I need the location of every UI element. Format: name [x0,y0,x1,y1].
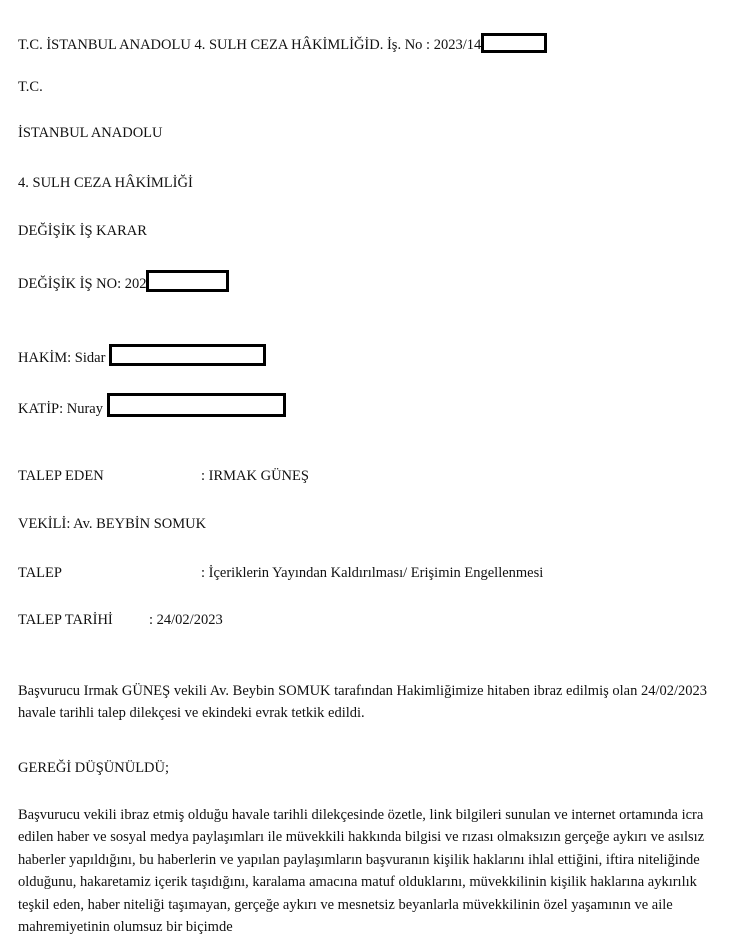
redaction-box [146,270,229,292]
clerk-line [18,393,286,418]
judge-label: HAKİM: Sidar [18,350,106,366]
applicant-value: : IRMAK GÜNEŞ [201,468,309,484]
subject-label: TALEP [18,565,62,581]
redaction-box [481,33,547,53]
decision-number-line [18,270,229,293]
court-line-3: 4. SULH CEZA HÂKİMLİĞİ [18,175,193,191]
clerk-label: KATİP: Nuray [18,401,103,417]
redaction-box [109,344,266,366]
court-line-2: İSTANBUL ANADOLU [18,125,163,141]
judge-line [18,344,266,367]
header-line [18,33,547,54]
considered-heading: GEREĞİ DÜŞÜNÜLDÜ; [18,760,170,776]
counsel-line: VEKİLİ: Av. BEYBİN SOMUK [18,516,207,532]
subject-value: : İçeriklerin Yayından Kaldırılması/ Erişimin Engellenmesi [201,565,544,581]
applicant-label: TALEP EDEN [18,468,104,484]
request-date-label: TALEP TARİHİ [18,612,113,628]
intro-paragraph: Başvurucu Irmak GÜNEŞ vekili Av. Beybin SOMUK tarafından Hakimliğimize hitaben ibraz edilmiş olan 24/02/2023 havale tarihli talep dilekçesi ve ekindeki evrak tetkik edildi. [18,683,708,722]
subject-line [18,564,543,582]
header-court-text: T.C. İSTANBUL ANADOLU 4. SULH CEZA HÂKİMLİĞİD. İş. No : 2023/14 [18,37,482,53]
applicant-line [18,467,309,485]
decision-number-label: DEĞİŞİK İŞ NO: 202 [18,276,147,292]
redaction-box [107,393,286,417]
request-date-line [18,611,223,629]
main-paragraph: Başvurucu vekili ibraz etmiş olduğu havale tarihli dilekçesinde özetle, link bilgileri sunulan ve internet ortamında icra edilen haber ve sosyal medya paylaşımları ile müvekkili hakkında bilgisi ve rızası olmaksızın gerçeğe aykırı ve asılsız haberler yapıldığını, bu haberlerin ve yapılan paylaşımların başvuranın kişilik haklarını ihlal ettiğini, iftira niteliğinde olduğunu, hakaretamiz içerik taşıdığını, karalama amacına matuf olduklarını, müvekkilinin kişilik haklarına aykırılık teşkil eden, haber niteliği taşımayan, gerçeğe aykırı ve mesnetsiz beyanlarla müvekkilinin özel yaşamının ve aile mahremiyetinin olumsuz bir biçimde [18,807,705,936]
request-date-value: : 24/02/2023 [149,612,223,628]
court-line-1: T.C. [18,79,43,95]
decision-title: DEĞİŞİK İŞ KARAR [18,223,147,239]
